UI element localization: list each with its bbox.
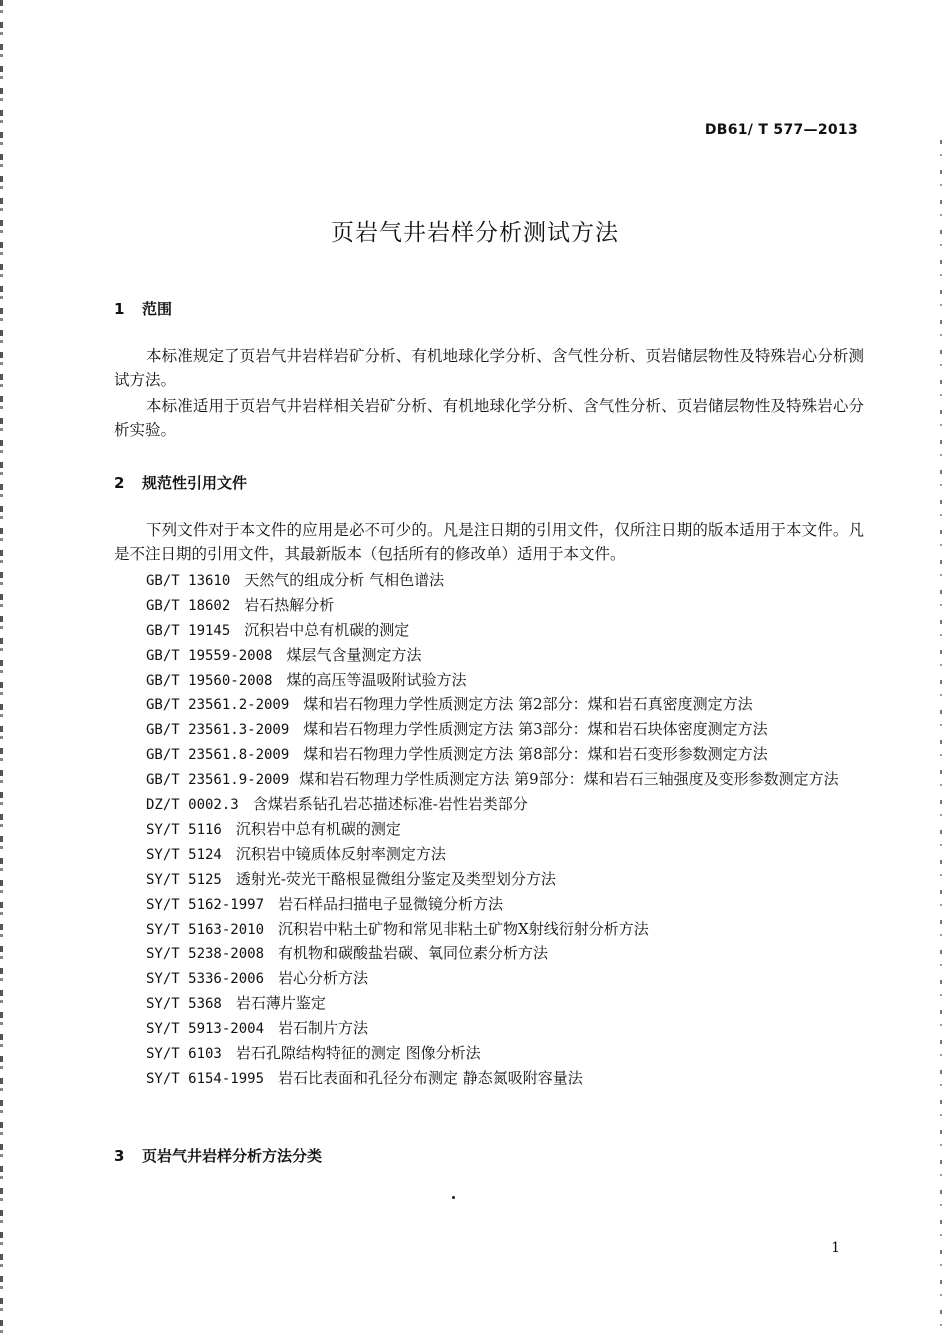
reference-code: SY/T 5163-2010 bbox=[146, 921, 265, 938]
reference-item bbox=[114, 917, 874, 942]
reference-code: GB/T 19560-2008 bbox=[146, 672, 273, 689]
section-1-paragraph-2: 本标准适用于页岩气井岩样相关岩矿分析、有机地球化学分析、含气性分析、页岩储层物性及特殊岩心分析实验。 bbox=[114, 397, 864, 439]
scan-edge-left bbox=[0, 0, 3, 1334]
reference-code: SY/T 5336-2006 bbox=[146, 971, 265, 988]
reference-item bbox=[114, 941, 874, 966]
reference-code: GB/T 23561.8-2009 bbox=[146, 747, 290, 764]
reference-title: 岩石热解分析 bbox=[244, 595, 335, 614]
section-number: 2 bbox=[114, 474, 125, 492]
reference-item bbox=[114, 792, 874, 817]
reference-item bbox=[114, 867, 874, 892]
section-number: 1 bbox=[114, 300, 125, 318]
reference-item bbox=[114, 593, 874, 618]
reference-code: GB/T 19559-2008 bbox=[146, 647, 273, 664]
reference-title: 岩心分析方法 bbox=[278, 969, 369, 988]
reference-item bbox=[114, 966, 874, 991]
reference-item bbox=[114, 991, 874, 1016]
reference-item bbox=[114, 742, 874, 767]
reference-title: 煤层气含量测定方法 bbox=[286, 645, 422, 664]
section-1-heading bbox=[114, 298, 172, 319]
scan-speck bbox=[452, 1196, 455, 1199]
reference-title: 煤和岩石物理力学性质测定方法 第9部分：煤和岩石三轴强度及变形参数测定方法 bbox=[299, 770, 839, 789]
reference-code: SY/T 6103 bbox=[146, 1046, 222, 1063]
section-title: 范围 bbox=[142, 300, 173, 318]
reference-code: DZ/T 0002.3 bbox=[146, 797, 239, 814]
section-2-heading bbox=[114, 472, 247, 493]
reference-code: GB/T 18602 bbox=[146, 597, 231, 614]
reference-code: GB/T 23561.3-2009 bbox=[146, 722, 290, 739]
reference-code: SY/T 6154-1995 bbox=[146, 1070, 265, 1087]
reference-code: GB/T 23561.9-2009 bbox=[146, 772, 290, 789]
reference-list bbox=[114, 568, 874, 1091]
reference-item bbox=[114, 892, 874, 917]
reference-code: SY/T 5368 bbox=[146, 996, 222, 1013]
reference-code: SY/T 5125 bbox=[146, 871, 222, 888]
reference-title: 煤和岩石物理力学性质测定方法 第2部分：煤和岩石真密度测定方法 bbox=[303, 695, 753, 714]
section-title: 页岩气井岩样分析方法分类 bbox=[142, 1147, 323, 1165]
reference-title: 有机物和碳酸盐岩碳、氧同位素分析方法 bbox=[278, 944, 549, 963]
reference-item bbox=[114, 767, 888, 792]
reference-item bbox=[114, 842, 874, 867]
reference-title: 岩石比表面和孔径分布测定 静态氮吸附容量法 bbox=[278, 1068, 583, 1087]
reference-title: 含煤岩系钻孔岩芯描述标准-岩性岩类部分 bbox=[252, 795, 528, 814]
reference-title: 煤和岩石物理力学性质测定方法 第3部分：煤和岩石块体密度测定方法 bbox=[303, 720, 768, 739]
document-title: 页岩气井岩样分析测试方法 bbox=[331, 220, 619, 246]
reference-code: GB/T 13610 bbox=[146, 573, 231, 589]
section-3-heading bbox=[114, 1145, 322, 1166]
reference-item bbox=[114, 668, 874, 693]
page-number: 1 bbox=[831, 1240, 840, 1256]
reference-title: 透射光-荧光干酪根显微组分鉴定及类型划分方法 bbox=[235, 869, 556, 888]
scan-edge-right bbox=[940, 140, 942, 1334]
reference-code: SY/T 5238-2008 bbox=[146, 946, 265, 963]
reference-title: 沉积岩中总有机碳的测定 bbox=[244, 620, 410, 639]
reference-item bbox=[114, 1041, 874, 1066]
reference-title: 沉积岩中镜质体反射率测定方法 bbox=[235, 844, 446, 863]
reference-item bbox=[114, 1016, 874, 1041]
reference-code: GB/T 23561.2-2009 bbox=[146, 697, 290, 714]
reference-title: 煤和岩石物理力学性质测定方法 第8部分：煤和岩石变形参数测定方法 bbox=[303, 745, 768, 764]
standard-code: DB61/ T 577—2013 bbox=[704, 122, 858, 138]
reference-code: SY/T 5124 bbox=[146, 846, 222, 863]
reference-code: SY/T 5162-1997 bbox=[146, 896, 265, 913]
section-1-paragraph-1: 本标准规定了页岩气井岩样岩矿分析、有机地球化学分析、含气性分析、页岩储层物性及特殊岩心分析测试方法。 bbox=[114, 347, 864, 389]
reference-item bbox=[114, 817, 874, 842]
reference-code: SY/T 5116 bbox=[146, 822, 222, 839]
reference-title: 岩石孔隙结构特征的测定 图像分析法 bbox=[235, 1044, 481, 1063]
reference-item bbox=[114, 1066, 874, 1091]
section-number: 3 bbox=[114, 1147, 125, 1165]
reference-title: 岩石薄片鉴定 bbox=[235, 994, 326, 1013]
reference-item bbox=[114, 643, 874, 668]
reference-title: 沉积岩中总有机碳的测定 bbox=[235, 820, 401, 839]
reference-item bbox=[114, 618, 874, 643]
reference-title: 沉积岩中粘土矿物和常见非粘土矿物X射线衍射分析方法 bbox=[278, 919, 649, 938]
reference-item bbox=[114, 717, 874, 742]
reference-code: SY/T 5913-2004 bbox=[146, 1021, 265, 1038]
section-2-paragraph-1: 下列文件对于本文件的应用是必不可少的。凡是注日期的引用文件，仅所注日期的版本适用于本文件。凡是不注日期的引用文件，其最新版本（包括所有的修改单）适用于本文件。 bbox=[114, 521, 864, 563]
reference-title: 天然气的组成分析 气相色谱法 bbox=[244, 571, 445, 589]
reference-title: 岩石样品扫描电子显微镜分析方法 bbox=[278, 894, 504, 913]
reference-title: 岩石制片方法 bbox=[278, 1019, 369, 1038]
reference-title: 煤的高压等温吸附试验方法 bbox=[286, 670, 467, 689]
reference-item bbox=[114, 692, 874, 717]
reference-item bbox=[114, 568, 874, 593]
section-title: 规范性引用文件 bbox=[142, 474, 248, 492]
reference-code: GB/T 19145 bbox=[146, 622, 231, 639]
